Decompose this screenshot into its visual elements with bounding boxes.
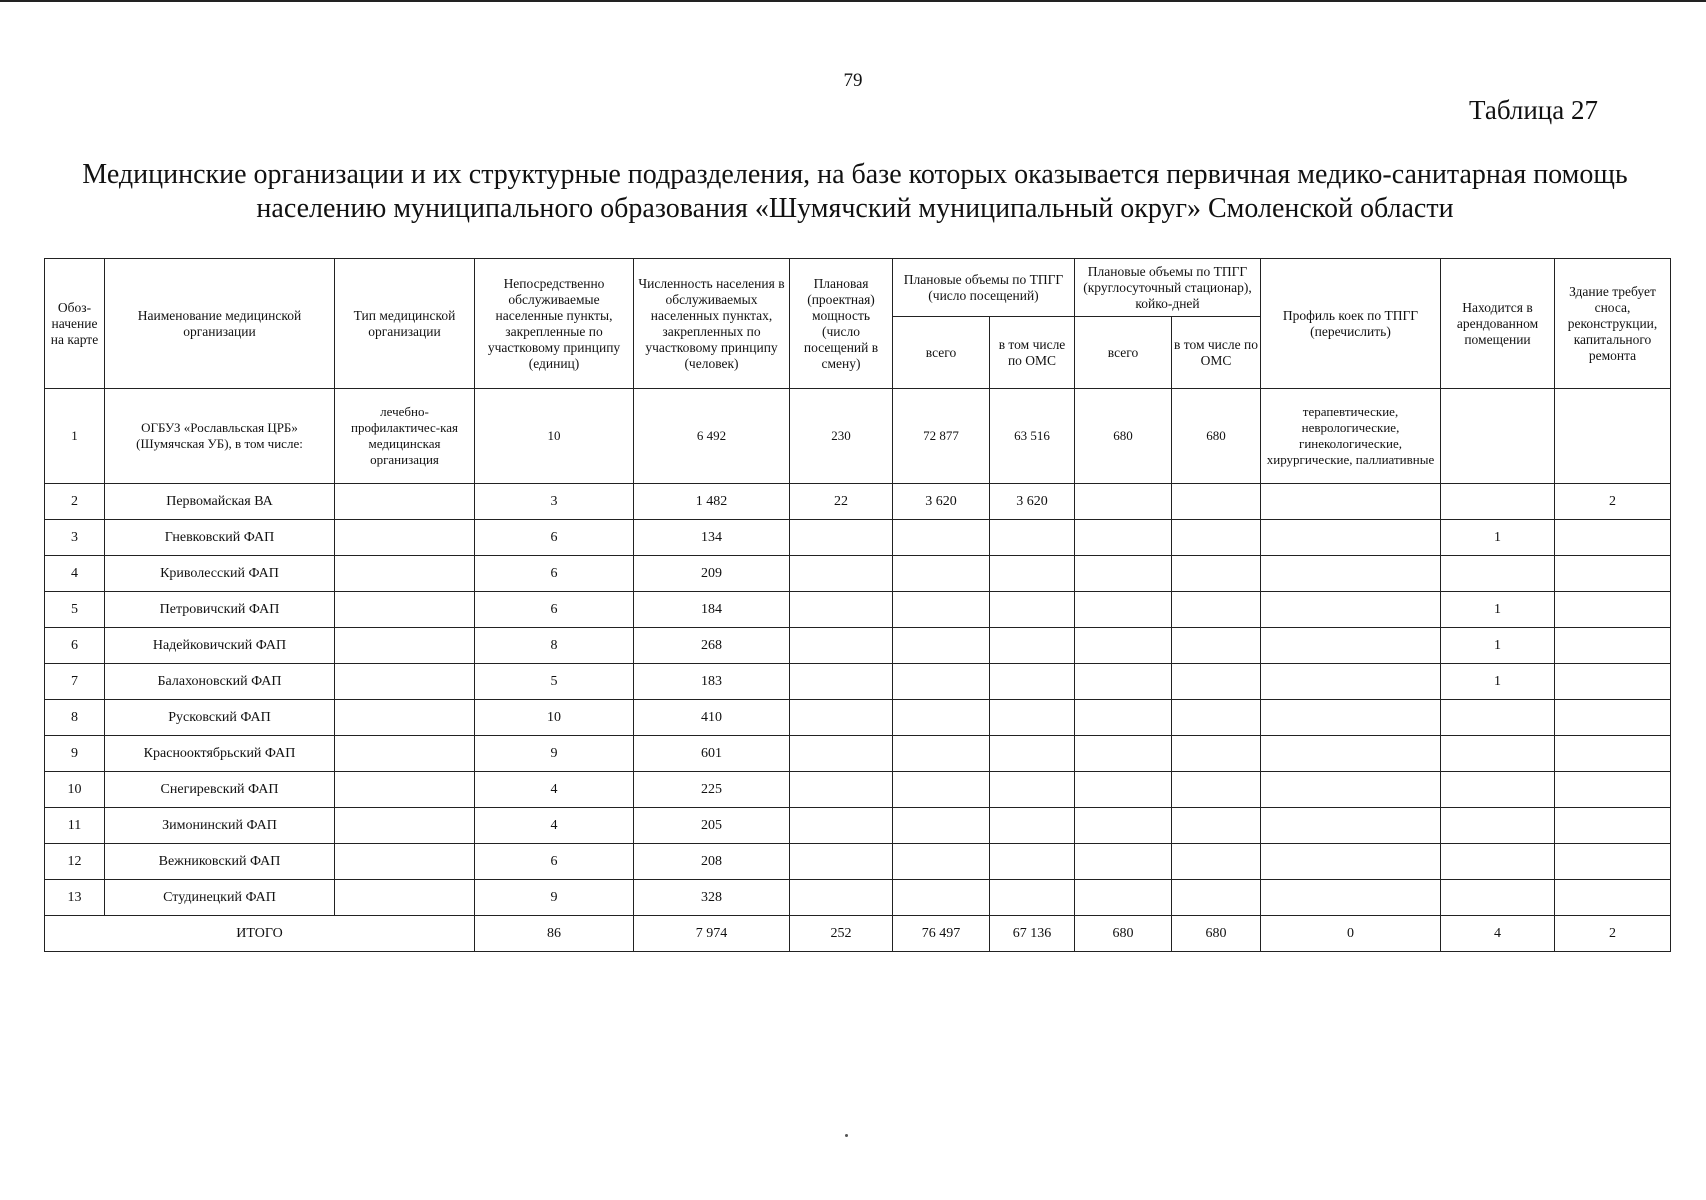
population-count: 184 xyxy=(634,592,790,628)
demolition-flag xyxy=(1555,389,1671,484)
beds-total xyxy=(1075,664,1172,700)
rented-flag xyxy=(1441,880,1555,916)
org-type xyxy=(335,520,475,556)
total-settlements: 86 xyxy=(475,916,634,952)
row-number: 2 xyxy=(45,484,105,520)
row-number: 8 xyxy=(45,700,105,736)
settlements-count: 5 xyxy=(475,664,634,700)
org-name: Вежниковский ФАП xyxy=(105,844,335,880)
table-row xyxy=(45,592,1671,628)
settlements-count: 4 xyxy=(475,808,634,844)
capacity-value xyxy=(790,736,893,772)
table-row xyxy=(45,880,1671,916)
org-name: Русковский ФАП xyxy=(105,700,335,736)
org-type xyxy=(335,736,475,772)
capacity-value: 230 xyxy=(790,389,893,484)
total-visits-total: 76 497 xyxy=(893,916,990,952)
header-designation: Обоз-начение на карте xyxy=(45,259,105,389)
top-border-line xyxy=(0,0,1706,2)
header-beds-total: всего xyxy=(1075,317,1172,389)
capacity-value xyxy=(790,880,893,916)
capacity-value xyxy=(790,664,893,700)
total-beds-oms: 680 xyxy=(1172,916,1261,952)
capacity-value xyxy=(790,844,893,880)
settlements-count: 4 xyxy=(475,772,634,808)
capacity-value xyxy=(790,772,893,808)
org-type xyxy=(335,880,475,916)
table-row xyxy=(45,772,1671,808)
settlements-count: 9 xyxy=(475,736,634,772)
capacity-value xyxy=(790,628,893,664)
beds-oms xyxy=(1172,520,1261,556)
bed-profile xyxy=(1261,808,1441,844)
beds-oms xyxy=(1172,592,1261,628)
row-number: 7 xyxy=(45,664,105,700)
row-number: 9 xyxy=(45,736,105,772)
settlements-count: 3 xyxy=(475,484,634,520)
header-rented: Находится в арендованном помещении xyxy=(1441,259,1555,389)
org-type xyxy=(335,628,475,664)
row-number: 13 xyxy=(45,880,105,916)
rented-flag xyxy=(1441,484,1555,520)
population-count: 208 xyxy=(634,844,790,880)
settlements-count: 6 xyxy=(475,520,634,556)
beds-oms: 680 xyxy=(1172,389,1261,484)
org-type xyxy=(335,556,475,592)
demolition-flag xyxy=(1555,520,1671,556)
row-number: 10 xyxy=(45,772,105,808)
rented-flag: 1 xyxy=(1441,664,1555,700)
beds-total xyxy=(1075,556,1172,592)
table-row xyxy=(45,700,1671,736)
visits-oms xyxy=(990,628,1075,664)
table-row xyxy=(45,628,1671,664)
beds-total xyxy=(1075,880,1172,916)
org-name: Первомайская ВА xyxy=(105,484,335,520)
row-number: 6 xyxy=(45,628,105,664)
beds-oms xyxy=(1172,808,1261,844)
row-number: 1 xyxy=(45,389,105,484)
beds-oms xyxy=(1172,484,1261,520)
capacity-value xyxy=(790,592,893,628)
settlements-count: 6 xyxy=(475,556,634,592)
header-demolition: Здание требует сноса, реконструкции, капитального ремонта xyxy=(1555,259,1671,389)
demolition-flag xyxy=(1555,556,1671,592)
bed-profile xyxy=(1261,772,1441,808)
org-name: Краснооктябрьский ФАП xyxy=(105,736,335,772)
visits-oms xyxy=(990,592,1075,628)
beds-total xyxy=(1075,520,1172,556)
bed-profile xyxy=(1261,664,1441,700)
beds-total xyxy=(1075,772,1172,808)
capacity-value xyxy=(790,808,893,844)
organizations-table xyxy=(44,258,1671,952)
bed-profile xyxy=(1261,628,1441,664)
visits-total xyxy=(893,628,990,664)
row-number: 5 xyxy=(45,592,105,628)
visits-oms xyxy=(990,736,1075,772)
visits-total: 72 877 xyxy=(893,389,990,484)
demolition-flag xyxy=(1555,844,1671,880)
header-beds-group: Плановые объемы по ТПГГ (круглосуточный стационар), койко-дней xyxy=(1075,259,1261,317)
table-row xyxy=(45,484,1671,520)
org-name: Студинецкий ФАП xyxy=(105,880,335,916)
org-name: Надейковичский ФАП xyxy=(105,628,335,664)
bed-profile xyxy=(1261,700,1441,736)
header-visits-total: всего xyxy=(893,317,990,389)
header-visits-group: Плановые объемы по ТПГГ (число посещений) xyxy=(893,259,1075,317)
visits-total xyxy=(893,808,990,844)
visits-oms xyxy=(990,700,1075,736)
settlements-count: 10 xyxy=(475,700,634,736)
beds-oms xyxy=(1172,736,1261,772)
population-count: 268 xyxy=(634,628,790,664)
visits-total: 3 620 xyxy=(893,484,990,520)
bed-profile xyxy=(1261,556,1441,592)
visits-total xyxy=(893,664,990,700)
org-type: лечебно-профилактичес-кая медицинская организация xyxy=(335,389,475,484)
beds-oms xyxy=(1172,556,1261,592)
beds-total xyxy=(1075,484,1172,520)
table-row xyxy=(45,520,1671,556)
population-count: 601 xyxy=(634,736,790,772)
settlements-count: 8 xyxy=(475,628,634,664)
rented-flag xyxy=(1441,772,1555,808)
header-visits-oms: в том числе по ОМС xyxy=(990,317,1075,389)
population-count: 328 xyxy=(634,880,790,916)
row-number: 12 xyxy=(45,844,105,880)
capacity-value xyxy=(790,556,893,592)
org-type xyxy=(335,844,475,880)
table-row xyxy=(45,808,1671,844)
visits-total xyxy=(893,880,990,916)
demolition-flag xyxy=(1555,736,1671,772)
bed-profile: терапевтические, неврологические, гинекологические, хирургические, паллиативные xyxy=(1261,389,1441,484)
org-type xyxy=(335,772,475,808)
header-type: Тип медицинской организации xyxy=(335,259,475,389)
table-row xyxy=(45,556,1671,592)
beds-oms xyxy=(1172,880,1261,916)
header-beds-oms: в том числе по ОМС xyxy=(1172,317,1261,389)
demolition-flag xyxy=(1555,700,1671,736)
stray-dot xyxy=(845,1134,848,1137)
total-population: 7 974 xyxy=(634,916,790,952)
rented-flag xyxy=(1441,389,1555,484)
org-name: Криволесский ФАП xyxy=(105,556,335,592)
bed-profile xyxy=(1261,736,1441,772)
beds-oms xyxy=(1172,844,1261,880)
total-beds-total: 680 xyxy=(1075,916,1172,952)
header-population: Численность населения в обслуживаемых населенных пунктах, закрепленных по участковому принципу (человек) xyxy=(634,259,790,389)
capacity-value xyxy=(790,520,893,556)
visits-oms xyxy=(990,664,1075,700)
settlements-count: 6 xyxy=(475,844,634,880)
org-name: Петровичский ФАП xyxy=(105,592,335,628)
beds-oms xyxy=(1172,664,1261,700)
total-capacity: 252 xyxy=(790,916,893,952)
visits-oms: 63 516 xyxy=(990,389,1075,484)
demolition-flag xyxy=(1555,808,1671,844)
rented-flag xyxy=(1441,736,1555,772)
population-count: 205 xyxy=(634,808,790,844)
org-name: Зимонинский ФАП xyxy=(105,808,335,844)
population-count: 134 xyxy=(634,520,790,556)
rented-flag: 1 xyxy=(1441,628,1555,664)
rented-flag: 1 xyxy=(1441,520,1555,556)
rented-flag xyxy=(1441,700,1555,736)
demolition-flag xyxy=(1555,592,1671,628)
table-title: Медицинские организации и их структурные подразделения, на базе которых оказывается первичная медико-санитарная помощь населению муниципального образования «Шумячский муниципальный округ» Смоленской области xyxy=(82,159,1628,224)
beds-total xyxy=(1075,808,1172,844)
visits-total xyxy=(893,772,990,808)
bed-profile xyxy=(1261,484,1441,520)
settlements-count: 10 xyxy=(475,389,634,484)
visits-oms xyxy=(990,520,1075,556)
population-count: 6 492 xyxy=(634,389,790,484)
demolition-flag xyxy=(1555,664,1671,700)
header-name: Наименование медицинской организации xyxy=(105,259,335,389)
table-row xyxy=(45,664,1671,700)
demolition-flag xyxy=(1555,880,1671,916)
table-row xyxy=(45,389,1671,484)
population-count: 183 xyxy=(634,664,790,700)
demolition-flag: 2 xyxy=(1555,484,1671,520)
bed-profile xyxy=(1261,592,1441,628)
visits-total xyxy=(893,592,990,628)
population-count: 410 xyxy=(634,700,790,736)
header-bed-profile: Профиль коек по ТПГГ (перечислить) xyxy=(1261,259,1441,389)
total-row xyxy=(45,916,1671,952)
capacity-value xyxy=(790,700,893,736)
org-type xyxy=(335,808,475,844)
table-row xyxy=(45,736,1671,772)
visits-oms xyxy=(990,556,1075,592)
total-visits-oms: 67 136 xyxy=(990,916,1075,952)
beds-oms xyxy=(1172,700,1261,736)
table-row xyxy=(45,844,1671,880)
total-demolition: 2 xyxy=(1555,916,1671,952)
visits-total xyxy=(893,844,990,880)
row-number: 4 xyxy=(45,556,105,592)
total-bed-profile: 0 xyxy=(1261,916,1441,952)
row-number: 11 xyxy=(45,808,105,844)
org-type xyxy=(335,592,475,628)
capacity-value: 22 xyxy=(790,484,893,520)
visits-total xyxy=(893,556,990,592)
visits-oms xyxy=(990,880,1075,916)
settlements-count: 6 xyxy=(475,592,634,628)
table-label: Таблица 27 xyxy=(1469,95,1598,125)
bed-profile xyxy=(1261,520,1441,556)
header-capacity: Плановая (проектная) мощность (число посещений в смену) xyxy=(790,259,893,389)
rented-flag: 1 xyxy=(1441,592,1555,628)
visits-oms xyxy=(990,844,1075,880)
rented-flag xyxy=(1441,844,1555,880)
visits-oms xyxy=(990,808,1075,844)
org-type xyxy=(335,484,475,520)
beds-total xyxy=(1075,628,1172,664)
population-count: 1 482 xyxy=(634,484,790,520)
org-name: ОГБУЗ «Рославльская ЦРБ» (Шумячская УБ), в том числе: xyxy=(105,389,335,484)
header-settlements: Непосредственно обслуживаемые населенные пункты, закрепленные по участковому принципу (единиц) xyxy=(475,259,634,389)
org-name: Снегиревский ФАП xyxy=(105,772,335,808)
page-number: 79 xyxy=(843,70,863,91)
population-count: 225 xyxy=(634,772,790,808)
org-name: Гневковский ФАП xyxy=(105,520,335,556)
org-type xyxy=(335,664,475,700)
total-label: ИТОГО xyxy=(45,916,475,952)
visits-total xyxy=(893,520,990,556)
total-rented: 4 xyxy=(1441,916,1555,952)
beds-oms xyxy=(1172,772,1261,808)
beds-total xyxy=(1075,844,1172,880)
visits-oms xyxy=(990,772,1075,808)
visits-total xyxy=(893,700,990,736)
bed-profile xyxy=(1261,880,1441,916)
org-type xyxy=(335,700,475,736)
rented-flag xyxy=(1441,556,1555,592)
beds-oms xyxy=(1172,628,1261,664)
demolition-flag xyxy=(1555,628,1671,664)
settlements-count: 9 xyxy=(475,880,634,916)
population-count: 209 xyxy=(634,556,790,592)
row-number: 3 xyxy=(45,520,105,556)
beds-total xyxy=(1075,592,1172,628)
beds-total: 680 xyxy=(1075,389,1172,484)
beds-total xyxy=(1075,736,1172,772)
beds-total xyxy=(1075,700,1172,736)
demolition-flag xyxy=(1555,772,1671,808)
bed-profile xyxy=(1261,844,1441,880)
rented-flag xyxy=(1441,808,1555,844)
visits-oms: 3 620 xyxy=(990,484,1075,520)
visits-total xyxy=(893,736,990,772)
org-name: Балахоновский ФАП xyxy=(105,664,335,700)
